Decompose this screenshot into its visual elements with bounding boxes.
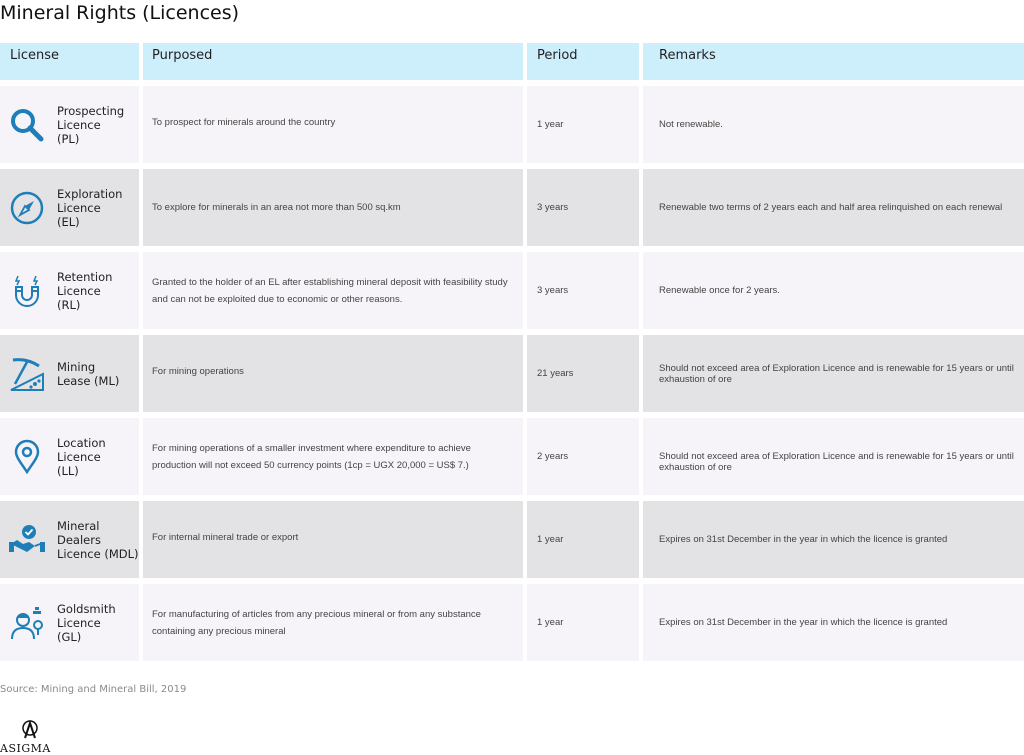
handshake-icon [8, 521, 46, 559]
license-name: Exploration Licence (EL) [57, 186, 123, 229]
logo-text: ASIGMA [0, 742, 51, 755]
license-name: Location Licence (LL) [57, 435, 106, 478]
table-cell-purposed: For internal mineral trade or export [143, 501, 523, 578]
table-row-license [0, 252, 139, 329]
table-row-license [0, 584, 139, 661]
table-cell-remarks: Should not exceed area of Exploration Licence and is renewable for 15 years or until exhaustion of ore [643, 335, 1024, 412]
header-period: Period [527, 43, 639, 80]
table-cell-purposed: For mining operations of a smaller investment where expenditure to achieve production will not exceed 50 currency points (1cp = UGX 20,000 = US$ 7.) [143, 418, 523, 495]
table-cell-purposed: For mining operations [143, 335, 523, 412]
header-purposed: Purposed [143, 43, 523, 80]
license-name: Mining Lease (ML) [57, 359, 120, 388]
page-title: Mineral Rights (Licences) [0, 2, 240, 24]
asigma-logo [0, 720, 60, 755]
table-cell-period: 2 years [527, 418, 639, 495]
table-cell-purposed: To explore for minerals in an area not more than 500 sq.km [143, 169, 523, 246]
table-cell-period: 3 years [527, 169, 639, 246]
license-name: Retention Licence (RL) [57, 269, 113, 312]
table-row-license [0, 501, 139, 578]
table-cell-period: 1 year [527, 501, 639, 578]
table-cell-purposed: For manufacturing of articles from any precious mineral or from any substance containing any precious mineral [143, 584, 523, 661]
table-cell-purposed: To prospect for minerals around the country [143, 86, 523, 163]
header-remarks: Remarks [643, 43, 1024, 80]
table-cell-remarks: Expires on 31st December in the year in which the licence is granted [643, 501, 1024, 578]
table-cell-remarks: Renewable once for 2 years. [643, 252, 1024, 329]
table-cell-period: 1 year [527, 584, 639, 661]
license-name: Prospecting Licence (PL) [57, 103, 125, 146]
header-license: License [0, 43, 139, 80]
magnet-icon [8, 272, 46, 310]
source-note: Source: Mining and Mineral Bill, 2019 [0, 684, 187, 695]
table-cell-period: 21 years [527, 335, 639, 412]
table-cell-period: 3 years [527, 252, 639, 329]
table-cell-remarks: Expires on 31st December in the year in which the licence is granted [643, 584, 1024, 661]
location-pin-icon [8, 438, 46, 476]
compass-icon [8, 189, 46, 227]
table-cell-period: 1 year [527, 86, 639, 163]
table-cell-purposed: Granted to the holder of an EL after establishing mineral deposit with feasibility study and can not be exploited due to economic or other reasons. [143, 252, 523, 329]
table-cell-remarks: Not renewable. [643, 86, 1024, 163]
license-name: Goldsmith Licence (GL) [57, 601, 116, 644]
magnifier-icon [8, 106, 46, 144]
pickaxe-icon [8, 355, 46, 393]
table-row-license [0, 169, 139, 246]
table-row-license [0, 86, 139, 163]
table-cell-remarks: Renewable two terms of 2 years each and half area relinquished on each renewal [643, 169, 1024, 246]
table-row-license [0, 418, 139, 495]
licence-table [0, 43, 1024, 661]
table-row-license [0, 335, 139, 412]
table-cell-remarks: Should not exceed area of Exploration Licence and is renewable for 15 years or until exhaustion of ore [643, 418, 1024, 495]
license-name: Mineral Dealers Licence (MDL) [57, 518, 139, 561]
goldsmith-icon [8, 604, 46, 642]
